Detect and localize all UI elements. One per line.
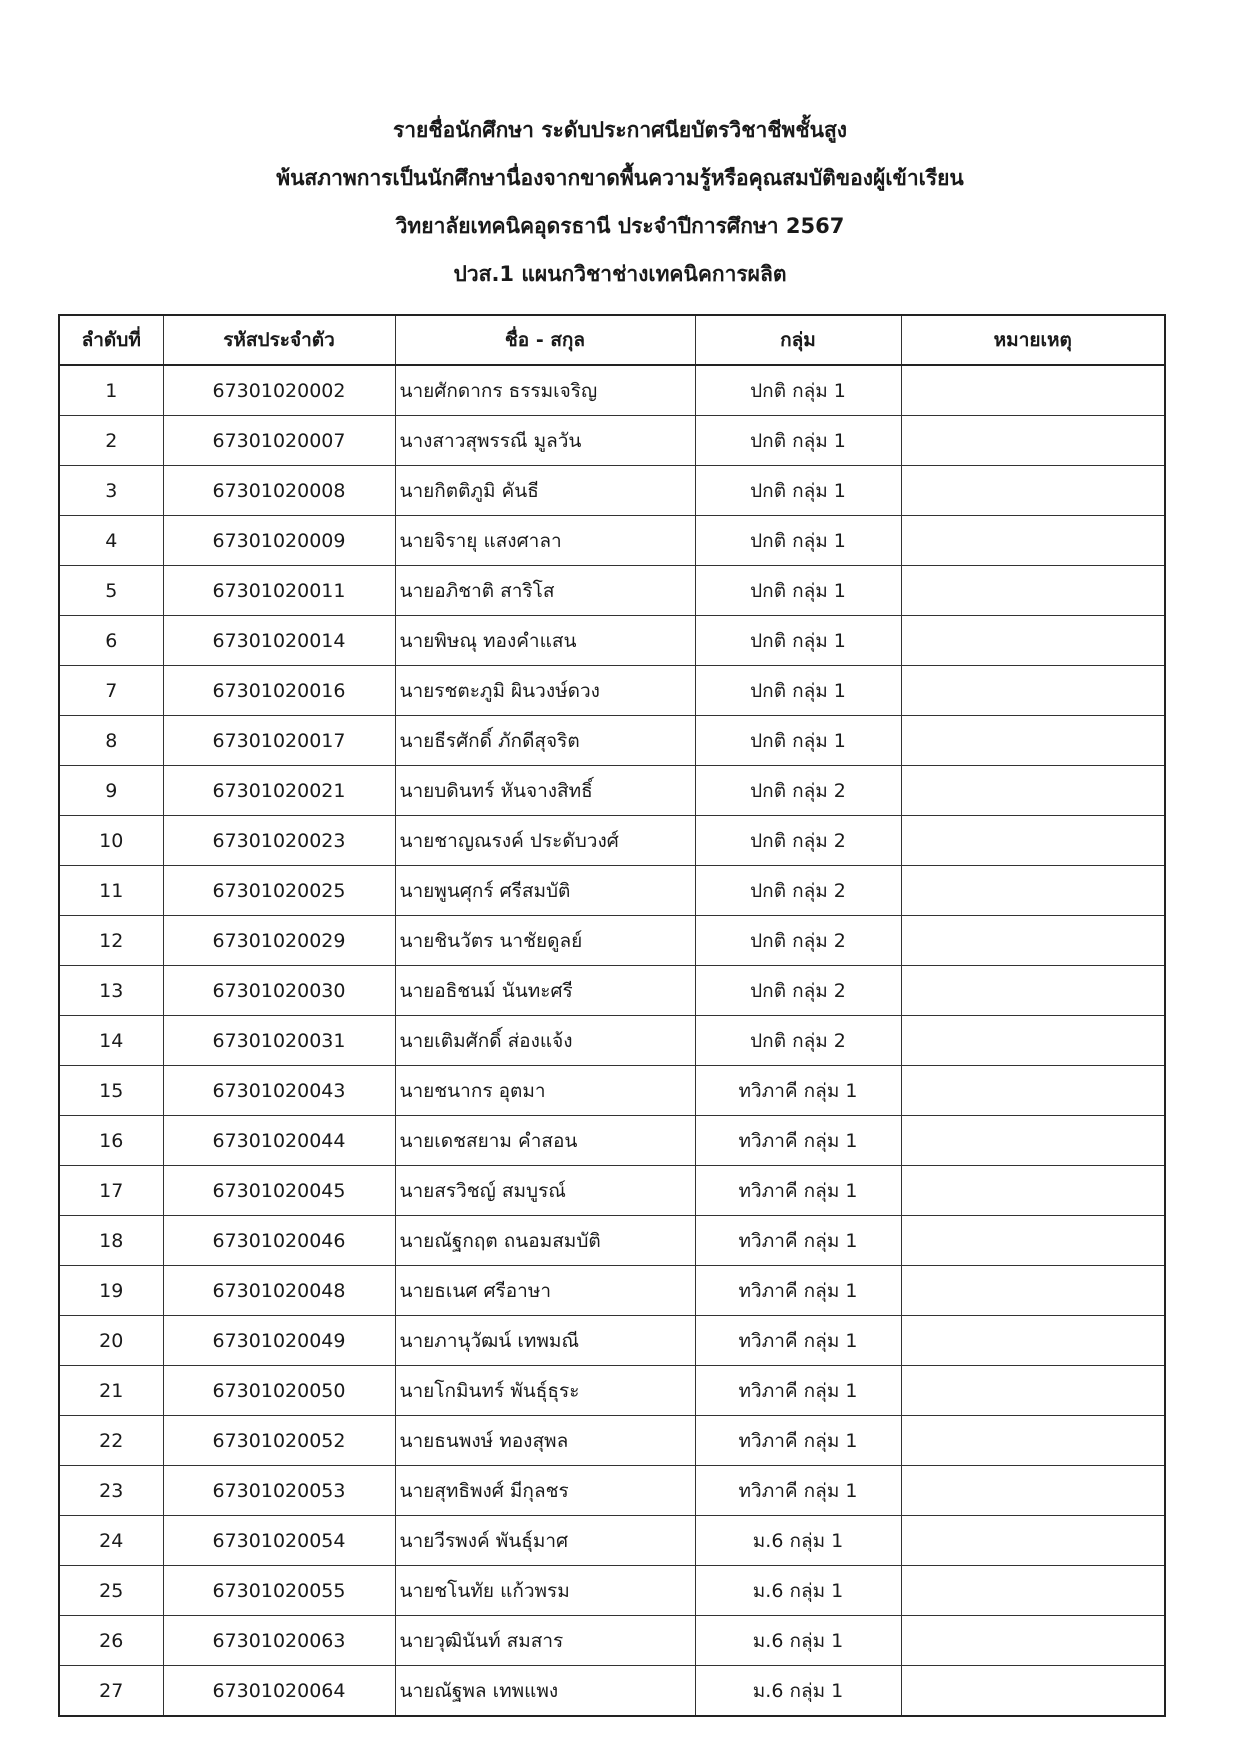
table-body <box>59 365 1165 1716</box>
cell-group: ทวิภาคี กลุ่ม 1 <box>695 1216 901 1266</box>
cell-note <box>901 666 1165 716</box>
cell-student-id: 67301020044 <box>163 1116 395 1166</box>
cell-student-id: 67301020029 <box>163 916 395 966</box>
table-row <box>59 1066 1165 1116</box>
cell-group: ปกติ กลุ่ม 2 <box>695 816 901 866</box>
table-row <box>59 616 1165 666</box>
cell-note <box>901 1466 1165 1516</box>
cell-name: นายชโนทัย แก้วพรม <box>395 1566 695 1616</box>
cell-no: 8 <box>59 716 163 766</box>
cell-group: ปกติ กลุ่ม 1 <box>695 365 901 416</box>
cell-no: 18 <box>59 1216 163 1266</box>
cell-student-id: 67301020049 <box>163 1316 395 1366</box>
cell-student-id: 67301020023 <box>163 816 395 866</box>
table-row <box>59 1016 1165 1066</box>
cell-group: ปกติ กลุ่ม 1 <box>695 666 901 716</box>
cell-group: ปกติ กลุ่ม 1 <box>695 466 901 516</box>
cell-student-id: 67301020050 <box>163 1366 395 1416</box>
cell-note <box>901 866 1165 916</box>
column-header-note: หมายเหตุ <box>901 315 1165 365</box>
cell-note <box>901 916 1165 966</box>
cell-note <box>901 616 1165 666</box>
table-row <box>59 365 1165 416</box>
cell-name: นายธีรศักดิ์ ภักดีสุจริต <box>395 716 695 766</box>
table-row <box>59 916 1165 966</box>
cell-no: 9 <box>59 766 163 816</box>
cell-name: นายพิษณุ ทองคำแสน <box>395 616 695 666</box>
cell-student-id: 67301020063 <box>163 1616 395 1666</box>
cell-note <box>901 1516 1165 1566</box>
cell-name: นายธเนศ ศรีอาษา <box>395 1266 695 1316</box>
table-row <box>59 1166 1165 1216</box>
cell-no: 7 <box>59 666 163 716</box>
cell-name: นายเดชสยาม คำสอน <box>395 1116 695 1166</box>
title-line-2: พ้นสภาพการเป็นนักศึกษานื่องจากขาดพื้นความรู้หรือคุณสมบัติของผู้เข้าเรียน <box>276 166 964 190</box>
cell-name: นายกิตติภูมิ คันธี <box>395 466 695 516</box>
cell-name: นายชินวัตร นาชัยดูลย์ <box>395 916 695 966</box>
cell-note <box>901 1116 1165 1166</box>
table-row <box>59 466 1165 516</box>
cell-group: ปกติ กลุ่ม 1 <box>695 616 901 666</box>
table-row <box>59 716 1165 766</box>
cell-student-id: 67301020043 <box>163 1066 395 1116</box>
cell-name: นายณัฐกฤต ถนอมสมบัติ <box>395 1216 695 1266</box>
cell-student-id: 67301020025 <box>163 866 395 916</box>
cell-note <box>901 1666 1165 1717</box>
student-table <box>58 314 1166 1717</box>
cell-no: 26 <box>59 1616 163 1666</box>
table-row <box>59 1416 1165 1466</box>
cell-name: นายรชตะภูมิ ผินวงษ์ดวง <box>395 666 695 716</box>
cell-student-id: 67301020016 <box>163 666 395 716</box>
cell-no: 16 <box>59 1116 163 1166</box>
column-header-group: กลุ่ม <box>695 315 901 365</box>
table-row <box>59 816 1165 866</box>
cell-group: ปกติ กลุ่ม 2 <box>695 916 901 966</box>
cell-group: ทวิภาคี กลุ่ม 1 <box>695 1466 901 1516</box>
cell-name: นายสุทธิพงศ์ มีกุลชร <box>395 1466 695 1516</box>
cell-name: นายวุฒินันท์ สมสาร <box>395 1616 695 1666</box>
cell-note <box>901 1366 1165 1416</box>
cell-student-id: 67301020002 <box>163 365 395 416</box>
cell-note <box>901 566 1165 616</box>
cell-note <box>901 365 1165 416</box>
cell-no: 2 <box>59 416 163 466</box>
cell-group: ปกติ กลุ่ม 1 <box>695 516 901 566</box>
cell-name: นายอธิชนม์ นันทะศรี <box>395 966 695 1016</box>
cell-group: ปกติ กลุ่ม 2 <box>695 766 901 816</box>
cell-no: 3 <box>59 466 163 516</box>
cell-student-id: 67301020021 <box>163 766 395 816</box>
table-row <box>59 966 1165 1016</box>
cell-group: ทวิภาคี กลุ่ม 1 <box>695 1166 901 1216</box>
table-row <box>59 1366 1165 1416</box>
cell-name: นายณัฐพล เทพแพง <box>395 1666 695 1717</box>
table-row <box>59 1666 1165 1717</box>
cell-note <box>901 1166 1165 1216</box>
cell-no: 23 <box>59 1466 163 1516</box>
cell-note <box>901 1266 1165 1316</box>
cell-no: 17 <box>59 1166 163 1216</box>
cell-student-id: 67301020053 <box>163 1466 395 1516</box>
table-row <box>59 766 1165 816</box>
cell-group: ม.6 กลุ่ม 1 <box>695 1616 901 1666</box>
column-header-id: รหัสประจำตัว <box>163 315 395 365</box>
cell-no: 10 <box>59 816 163 866</box>
cell-no: 5 <box>59 566 163 616</box>
cell-no: 11 <box>59 866 163 916</box>
cell-student-id: 67301020054 <box>163 1516 395 1566</box>
cell-note <box>901 516 1165 566</box>
cell-note <box>901 466 1165 516</box>
cell-student-id: 67301020048 <box>163 1266 395 1316</box>
cell-group: ทวิภาคี กลุ่ม 1 <box>695 1416 901 1466</box>
table-row <box>59 1216 1165 1266</box>
cell-name: นางสาวสุพรรณี มูลวัน <box>395 416 695 466</box>
cell-student-id: 67301020045 <box>163 1166 395 1216</box>
cell-group: ม.6 กลุ่ม 1 <box>695 1566 901 1616</box>
column-header-name: ชื่อ - สกุล <box>395 315 695 365</box>
cell-name: นายพูนศุกร์ ศรีสมบัติ <box>395 866 695 916</box>
cell-no: 20 <box>59 1316 163 1366</box>
cell-student-id: 67301020008 <box>163 466 395 516</box>
cell-no: 15 <box>59 1066 163 1116</box>
cell-no: 14 <box>59 1016 163 1066</box>
cell-no: 19 <box>59 1266 163 1316</box>
cell-group: ปกติ กลุ่ม 2 <box>695 966 901 1016</box>
cell-note <box>901 1066 1165 1116</box>
cell-group: ปกติ กลุ่ม 1 <box>695 716 901 766</box>
document-header <box>0 118 1240 286</box>
cell-note <box>901 1216 1165 1266</box>
table-row <box>59 1316 1165 1366</box>
cell-note <box>901 1416 1165 1466</box>
cell-no: 1 <box>59 365 163 416</box>
cell-name: นายชาญณรงค์ ประดับวงศ์ <box>395 816 695 866</box>
cell-name: นายอภิชาติ สาริโส <box>395 566 695 616</box>
cell-no: 6 <box>59 616 163 666</box>
cell-student-id: 67301020064 <box>163 1666 395 1717</box>
cell-note <box>901 1566 1165 1616</box>
cell-name: นายชนากร อุตมา <box>395 1066 695 1116</box>
cell-student-id: 67301020011 <box>163 566 395 616</box>
cell-student-id: 67301020009 <box>163 516 395 566</box>
cell-no: 21 <box>59 1366 163 1416</box>
cell-student-id: 67301020046 <box>163 1216 395 1266</box>
cell-no: 24 <box>59 1516 163 1566</box>
cell-group: ทวิภาคี กลุ่ม 1 <box>695 1266 901 1316</box>
cell-student-id: 67301020007 <box>163 416 395 466</box>
cell-student-id: 67301020031 <box>163 1016 395 1066</box>
title-line-3: วิทยาลัยเทคนิคอุดรธานี ประจำปีการศึกษา 2567 <box>395 214 845 238</box>
table-row <box>59 416 1165 466</box>
cell-group: ปกติ กลุ่ม 2 <box>695 866 901 916</box>
cell-group: ปกติ กลุ่ม 2 <box>695 1016 901 1066</box>
cell-note <box>901 1616 1165 1666</box>
cell-group: ทวิภาคี กลุ่ม 1 <box>695 1366 901 1416</box>
cell-group: ทวิภาคี กลุ่ม 1 <box>695 1066 901 1116</box>
cell-note <box>901 1016 1165 1066</box>
table-row <box>59 666 1165 716</box>
table-row <box>59 566 1165 616</box>
cell-group: ทวิภาคี กลุ่ม 1 <box>695 1116 901 1166</box>
cell-no: 22 <box>59 1416 163 1466</box>
table-row <box>59 1616 1165 1666</box>
cell-group: ปกติ กลุ่ม 1 <box>695 566 901 616</box>
table-row <box>59 1466 1165 1516</box>
cell-group: ทวิภาคี กลุ่ม 1 <box>695 1316 901 1366</box>
cell-group: ม.6 กลุ่ม 1 <box>695 1666 901 1717</box>
cell-note <box>901 816 1165 866</box>
cell-group: ปกติ กลุ่ม 1 <box>695 416 901 466</box>
cell-no: 12 <box>59 916 163 966</box>
cell-no: 4 <box>59 516 163 566</box>
cell-no: 25 <box>59 1566 163 1616</box>
cell-note <box>901 416 1165 466</box>
department-title: ปวส.1 แผนกวิชาช่างเทคนิคการผลิต <box>453 262 787 286</box>
cell-name: นายภานุวัฒน์ เทพมณี <box>395 1316 695 1366</box>
cell-name: นายศักดากร ธรรมเจริญ <box>395 365 695 416</box>
cell-note <box>901 766 1165 816</box>
cell-student-id: 67301020052 <box>163 1416 395 1466</box>
table-row <box>59 1566 1165 1616</box>
cell-name: นายเติมศักดิ์ ส่องแจ้ง <box>395 1016 695 1066</box>
cell-name: นายวีรพงค์ พันธุ์มาศ <box>395 1516 695 1566</box>
table-row <box>59 516 1165 566</box>
table-row <box>59 1266 1165 1316</box>
table-header-row <box>59 315 1165 365</box>
cell-name: นายโกมินทร์ พันธุ์ธุระ <box>395 1366 695 1416</box>
table-row <box>59 866 1165 916</box>
cell-student-id: 67301020017 <box>163 716 395 766</box>
title-line-1: รายชื่อนักศึกษา ระดับประกาศนียบัตรวิชาชีพชั้นสูง <box>392 118 848 142</box>
cell-name: นายธนพงษ์ ทองสุพล <box>395 1416 695 1466</box>
cell-note <box>901 966 1165 1016</box>
cell-name: นายสรวิชญ์ สมบูรณ์ <box>395 1166 695 1216</box>
cell-student-id: 67301020014 <box>163 616 395 666</box>
cell-group: ม.6 กลุ่ม 1 <box>695 1516 901 1566</box>
cell-name: นายบดินทร์ หันจางสิทธิ์ <box>395 766 695 816</box>
cell-note <box>901 1316 1165 1366</box>
cell-student-id: 67301020055 <box>163 1566 395 1616</box>
cell-name: นายจิรายุ แสงศาลา <box>395 516 695 566</box>
cell-no: 13 <box>59 966 163 1016</box>
table-row <box>59 1516 1165 1566</box>
cell-student-id: 67301020030 <box>163 966 395 1016</box>
cell-no: 27 <box>59 1666 163 1717</box>
cell-note <box>901 716 1165 766</box>
table-row <box>59 1116 1165 1166</box>
column-header-no: ลำดับที่ <box>59 315 163 365</box>
